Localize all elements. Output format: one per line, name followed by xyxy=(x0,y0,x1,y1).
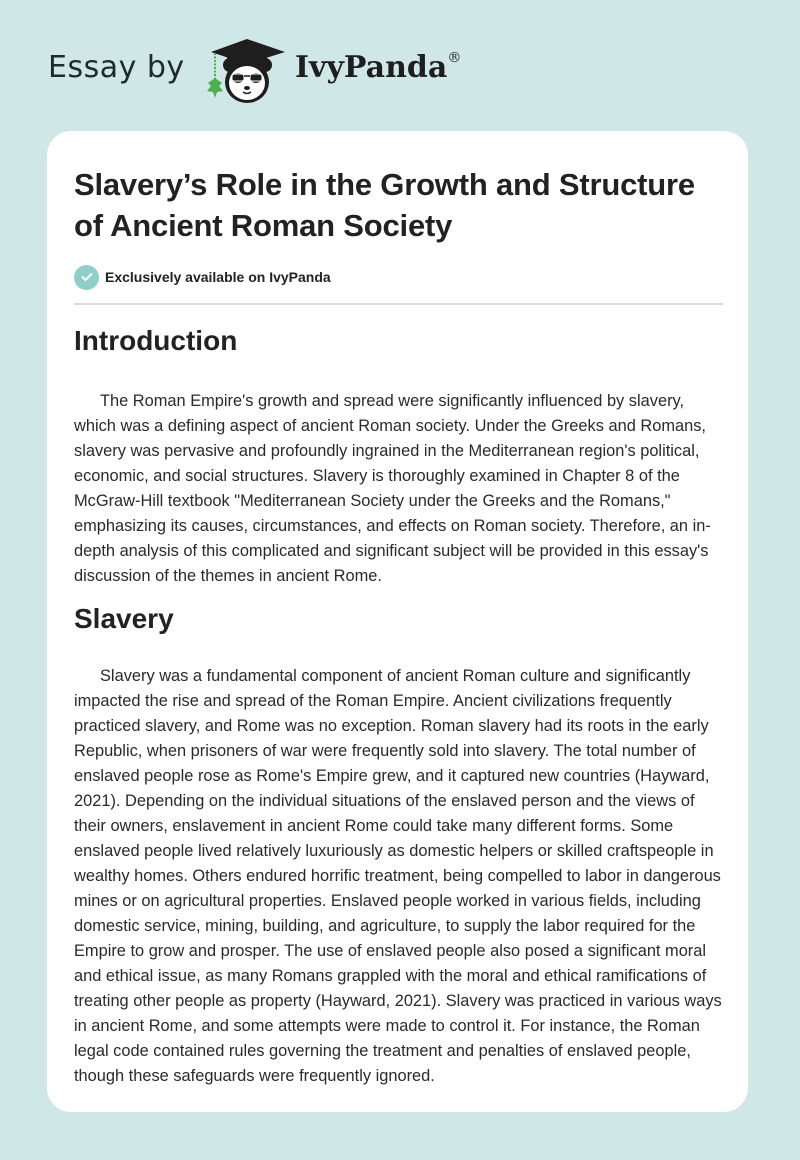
slavery-paragraph: Slavery was a fundamental component of ancient Roman culture and significantly impacted the rise and spread of the Roman Empire. Ancient civilizations frequently practiced slavery, and Rome was no exception. Roman slavery had its roots in the early Republic, when prisoners of war were frequently sold into slavery. The total number of enslaved people rose as Rome's Empire grew, and it captured new countries (Hayward, 2021). Depending on the individual situations of the enslaved person and the views of their owners, enslavement in ancient Rome could take many different forms. Some enslaved people lived relatively luxuriously as domestic helpers or skilled craftspeople in wealthy homes. Others endured horrific treatment, being compelled to labor in dangerous mines or on agricultural properties. Enslaved people worked in various fields, including domestic service, mining, building, and agriculture, to supply the labor required for the Empire to grow and prosper. The use of enslaved people also posed a significant moral and ethical issue, as many Romans grappled with the moral and ethical ramifications of treating other people as property (Hayward, 2021). Slavery was practiced in various ways in ancient Rome, and some attempts were made to control it. For instance, the Roman legal code contained rules governing the treatment and penalties of enslaved people, though these safeguards were frequently ignored. xyxy=(74,667,722,1085)
section-heading-introduction: Introduction xyxy=(74,325,238,356)
section-heading-slavery: Slavery xyxy=(74,603,174,634)
site-header xyxy=(0,0,800,130)
registered-mark: ® xyxy=(447,50,462,66)
title-divider xyxy=(74,303,723,305)
essay-by-label: Essay by xyxy=(48,50,185,85)
introduction-paragraph: The Roman Empire's growth and spread were significantly influenced by slavery, which was a defining aspect of ancient Roman society. Under the Greeks and Romans, slavery was pervasive and profoundly ingrained in the Mediterranean region's political, economic, and social structures. Slavery is thoroughly examined in Chapter 8 of the McGraw-Hill textbook "Mediterranean Society under the Greeks and the Romans," emphasizing its causes, circumstances, and effects on Roman society. Therefore, an in-depth analysis of this complicated and significant subject will be provided in this essay's discussion of the themes in ancient Rome. xyxy=(74,392,711,585)
essay-title: Slavery’s Role in the Growth and Structure of Ancient Roman Society xyxy=(74,167,695,243)
brand-text: IvyPanda xyxy=(295,50,448,85)
essay-card xyxy=(47,131,748,1112)
exclusive-label: Exclusively available on IvyPanda xyxy=(105,269,331,285)
panda-graduate-logo-icon[interactable] xyxy=(203,36,289,108)
check-circle-icon xyxy=(74,265,99,290)
exclusive-badge xyxy=(74,264,331,290)
brand-name[interactable] xyxy=(295,50,461,85)
